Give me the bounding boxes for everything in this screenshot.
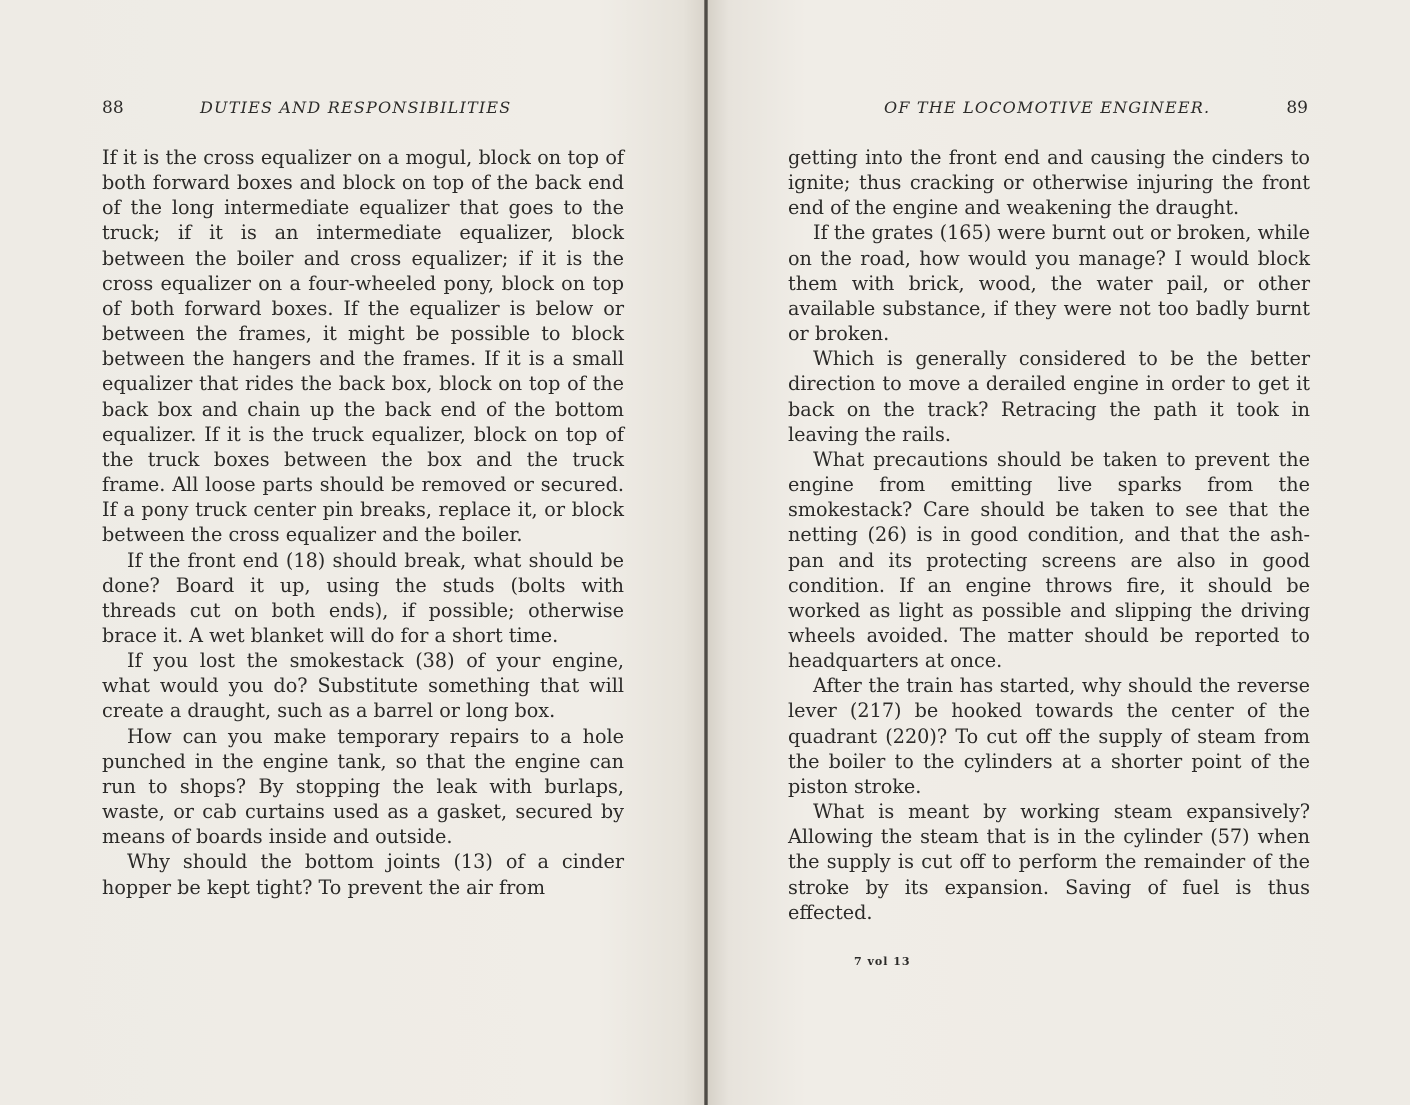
paragraph: How can you make temporary repairs to a hole punched in the engine tank, so that the engine can run to shops? By stopping the leak with burlaps, waste, or cab curtains used as a gasket, secured by means of boards inside and outside. bbox=[102, 724, 624, 849]
paragraph: If it is the cross equalizer on a mogul, block on top of both forward boxes and block on top of the back end of the long intermediate equalizer that goes to the truck; if it is an intermediate equalizer, block between the boiler and cross equalizer; if it is the cross equalizer on a four-wheeled pony, block on top of both forward boxes. If the equalizer is below or between the frames, it might be possible to block between the hangers and the frames. If it is a small equalizer that rides the back box, block on top of the back box and chain up the back end of the bottom equalizer. If it is the truck equalizer, block on top of the truck boxes between the box and the truck frame. All loose parts should be removed or secured. If a pony truck center pin breaks, replace it, or block between the cross equalizer and the boiler. bbox=[102, 146, 624, 547]
right-page bbox=[708, 0, 1410, 1105]
left-running-head bbox=[102, 98, 624, 122]
paragraph: If you lost the smokestack (38) of your engine, what would you do? Substitute something that will create a draught, such as a barrel or long box. bbox=[102, 649, 624, 723]
left-page bbox=[0, 0, 704, 1105]
right-body-text bbox=[788, 145, 1310, 925]
printer-signature-mark: 7 vol 13 bbox=[854, 955, 911, 968]
right-running-title: OF THE LOCOMOTIVE ENGINEER. bbox=[884, 98, 1211, 117]
paragraph: If the front end (18) should break, what should be done? Board it up, using the studs (bolts with threads cut on both ends), if possible; otherwise brace it. A wet blanket will do for a short time. bbox=[102, 548, 624, 647]
paragraph: Which is generally considered to be the better direction to move a derailed engine in order to get it back on the track? Retracing the path it took in leaving the rails. bbox=[788, 347, 1310, 446]
paragraph: What precautions should be taken to prevent the engine from emitting live sparks from the smokestack? Care should be taken to see that the netting (26) is in good condition, and that the ash-pan and its protecting screens are also in good condition. If an engine throws fire, it should be worked as light as possible and slipping the driving wheels avoided. The matter should be reported to headquarters at once. bbox=[788, 447, 1310, 673]
left-page-number: 88 bbox=[102, 98, 124, 118]
left-running-title: DUTIES AND RESPONSIBILITIES bbox=[200, 98, 512, 117]
right-running-head bbox=[884, 98, 1308, 122]
right-page-number: 89 bbox=[1286, 98, 1308, 118]
paragraph: Why should the bottom joints (13) of a cinder hopper be kept tight? To prevent the air from bbox=[102, 850, 624, 899]
paragraph: If the grates (165) were burnt out or broken, while on the road, how would you manage? I would block them with brick, wood, the water pail, or other available substance, if they were not too badly burnt or broken. bbox=[788, 221, 1310, 346]
paragraph: After the train has started, why should the reverse lever (217) be hooked towards the center of the quadrant (220)? To cut off the supply of steam from the boiler to the cylinders at a shorter point of the piston stroke. bbox=[788, 674, 1310, 798]
paragraph: What is meant by working steam expansively? Allowing the steam that is in the cylinder (57) when the supply is cut off to perform the remainder of the stroke by its expansion. Saving of fuel is thus effected. bbox=[788, 800, 1310, 924]
left-body-text bbox=[102, 145, 624, 900]
continued-paragraph: getting into the front end and causing the cinders to ignite; thus cracking or otherwise injuring the front end of the engine and weakening the draught. bbox=[788, 146, 1310, 220]
